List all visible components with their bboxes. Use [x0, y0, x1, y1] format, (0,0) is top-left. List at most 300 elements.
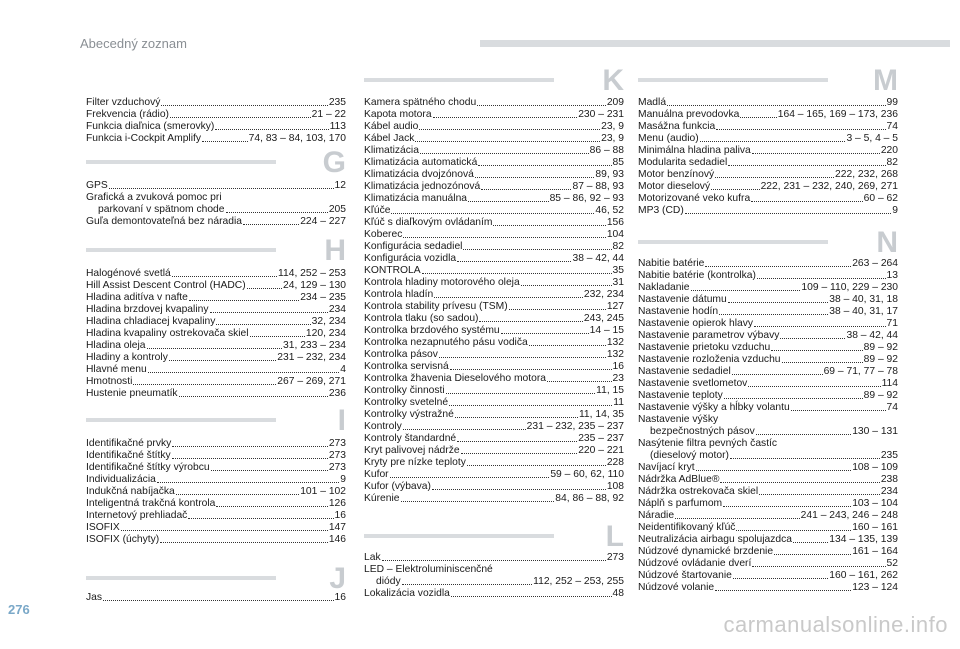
entry-page-ref[interactable]: 263 – 264 [852, 258, 898, 269]
entry-page-ref[interactable]: 12 [334, 180, 346, 191]
index-entry [638, 133, 898, 145]
dot-leader [157, 482, 339, 483]
entry-page-ref[interactable]: 236 [328, 388, 346, 399]
dot-leader [439, 357, 606, 358]
index-entry [638, 582, 898, 594]
entry-page-ref[interactable]: 161 – 164 [852, 546, 898, 557]
index-entry [638, 570, 898, 582]
entry-page-ref[interactable]: 160 – 161 [852, 522, 898, 533]
entry-term: Nastavenie výšky a hĺbky volantu [638, 402, 790, 413]
entry-page-ref[interactable]: 113 [329, 121, 346, 132]
index-entry [638, 157, 898, 169]
index-entry [86, 97, 346, 109]
entry-term: Inteligentná trakčná kontrola [86, 498, 216, 509]
index-entry [364, 385, 624, 397]
entry-page-ref[interactable]: 24, 129 – 130 [283, 280, 346, 291]
index-entry [364, 265, 624, 277]
entry-page-ref[interactable]: 134 – 135, 139 [829, 534, 898, 545]
entry-page-ref[interactable]: 146 [328, 534, 346, 545]
entry-page-ref[interactable]: 120, 234 [305, 328, 346, 339]
entry-page-ref[interactable]: 273 [328, 462, 346, 473]
index-section [364, 97, 624, 505]
index-entry [86, 592, 346, 604]
entry-term: Guľa demontovateľná bez náradia [86, 216, 242, 227]
entry-page-ref[interactable]: 38 – 40, 31, 18 [829, 294, 898, 305]
entry-term: Kontroly štandardné [364, 433, 457, 444]
dot-leader [771, 350, 862, 351]
entry-term: Kábel Jack [364, 133, 415, 144]
entry-page-ref[interactable]: 232, 234 [583, 289, 624, 300]
entry-page-ref[interactable]: 59 – 60, 62, 110 [550, 469, 624, 480]
dot-leader [529, 345, 606, 346]
dot-leader [468, 201, 549, 202]
entry-term: Kontrola stability prívesu (TSM) [364, 301, 508, 312]
entry-page-ref[interactable]: 89, 93 [595, 169, 624, 180]
dot-leader [751, 201, 862, 202]
dot-leader [450, 369, 612, 370]
entry-page-ref[interactable]: 23, 9 [601, 121, 624, 132]
entry-page-ref[interactable]: 16 [612, 361, 624, 372]
index-entry [638, 474, 898, 486]
entry-page-ref[interactable]: 127 [606, 301, 624, 312]
dot-leader [422, 273, 612, 274]
entry-page-ref[interactable]: 52 [886, 558, 898, 569]
entry-page-ref[interactable]: 23, 9 [601, 133, 624, 144]
index-entry [86, 352, 346, 364]
index-entry [364, 241, 624, 253]
entry-term: Kontrolky výstražné [364, 409, 454, 420]
entry-page-ref[interactable]: 156 [606, 217, 624, 228]
entry-page-ref[interactable]: 220 – 221 [578, 445, 624, 456]
dot-leader [493, 225, 605, 226]
watermark: carmanualsonline.info [723, 612, 948, 637]
index-entry [638, 546, 898, 558]
dot-leader [667, 105, 885, 106]
entry-page-ref[interactable]: 147 [328, 522, 346, 533]
dot-leader [728, 302, 829, 303]
section-divider [364, 534, 554, 538]
index-entry [638, 390, 898, 402]
entry-page-ref[interactable]: 160 – 161, 262 [829, 570, 898, 581]
entry-term: ISOFIX [86, 522, 120, 533]
dot-leader [210, 312, 328, 313]
index-entry [638, 97, 898, 109]
index-entry [638, 414, 898, 426]
entry-term: Kontrola hladiny motorového oleja [364, 277, 520, 288]
index-entry [364, 433, 624, 445]
section-divider [364, 78, 554, 82]
index-entry [364, 217, 624, 229]
dot-leader [711, 189, 759, 190]
index-entry [638, 522, 898, 534]
entry-page-ref[interactable]: 243, 245 [583, 313, 624, 324]
index-entry [86, 292, 346, 304]
index-entry [364, 169, 624, 181]
dot-leader [121, 530, 328, 531]
entry-page-ref[interactable]: 235 [328, 97, 346, 108]
entry-page-ref[interactable]: 132 [606, 337, 624, 348]
dot-leader [759, 494, 880, 495]
entry-page-ref[interactable]: 224 – 227 [300, 216, 346, 227]
entry-page-ref[interactable]: 273 [606, 552, 624, 563]
entry-term: Manuálna prevodovka [638, 109, 740, 120]
index-entry [364, 325, 624, 337]
entry-term: Neutralizácia airbagu spolujazdca [638, 534, 792, 545]
entry-page-ref[interactable]: 234 – 235 [300, 292, 346, 303]
entry-page-ref[interactable]: 9 [340, 474, 346, 485]
entry-page-ref[interactable]: 16 [334, 592, 346, 603]
entry-page-ref[interactable]: 101 – 102 [300, 486, 346, 497]
entry-page-ref[interactable]: 38 – 42, 44 [572, 253, 624, 264]
entry-page-ref[interactable]: 60 – 62 [863, 193, 898, 204]
dot-leader [730, 458, 880, 459]
index-entry [364, 229, 624, 241]
entry-page-ref[interactable]: 74, 83 – 84, 103, 170 [248, 133, 346, 144]
index-entry [86, 180, 346, 192]
dot-leader [719, 314, 828, 315]
dot-leader [752, 566, 885, 567]
entry-term: parkovaní v spätnom chode [98, 204, 225, 215]
entry-page-ref[interactable]: 220 [880, 145, 898, 156]
entry-term: Klimatizácia jednozónová [364, 181, 481, 192]
dot-leader [434, 297, 583, 298]
entry-page-ref[interactable]: 87 – 88, 93 [572, 181, 624, 192]
index-entry [86, 498, 346, 510]
entry-term: Identifikačné prvky [86, 438, 172, 449]
entry-page-ref[interactable]: 209 [606, 97, 624, 108]
entry-term: Kontrola hladín [364, 289, 434, 300]
index-entry [364, 205, 624, 217]
dot-leader [457, 441, 577, 442]
dot-leader [420, 153, 589, 154]
dot-leader [446, 393, 595, 394]
dot-leader [720, 482, 879, 483]
dot-leader [457, 261, 571, 262]
index-entry [86, 268, 346, 280]
entry-term: Klimatizácia [364, 145, 419, 156]
index-section [638, 258, 898, 594]
entry-page-ref[interactable]: 241 – 243, 246 – 248 [800, 510, 898, 521]
dot-leader [189, 300, 299, 301]
entry-page-ref[interactable]: 164 – 165, 169 – 173, 236 [777, 109, 898, 120]
entry-page-ref[interactable]: 99 [886, 97, 898, 108]
index-entry [86, 340, 346, 352]
dot-leader [402, 584, 533, 585]
entry-term: (dieselový motor) [650, 450, 729, 461]
entry-page-ref[interactable]: 14 – 15 [589, 325, 624, 336]
entry-page-ref[interactable]: 222, 231 – 232, 240, 269, 271 [760, 181, 898, 192]
dot-leader [740, 117, 776, 118]
section-letter: K [602, 64, 624, 97]
index-entry [638, 121, 898, 133]
entry-page-ref[interactable]: 84, 86 – 88, 92 [555, 493, 624, 504]
entry-page-ref[interactable]: 89 – 92 [863, 390, 898, 401]
index-entry [364, 481, 624, 493]
entry-term: Kamera spätného chodu [364, 97, 477, 108]
section-letter: G [322, 146, 346, 179]
entry-term: Kontrolka servisná [364, 361, 449, 372]
entry-page-ref[interactable]: 69 – 71, 77 – 78 [823, 366, 898, 377]
section-divider [638, 240, 828, 244]
entry-page-ref[interactable]: 267 – 269, 271 [277, 376, 346, 387]
entry-term: Funkcia diaľnica (smerovky) [86, 121, 215, 132]
entry-page-ref[interactable]: 130 – 131 [852, 426, 898, 437]
page-number: 276 [8, 602, 30, 617]
dot-leader [467, 465, 606, 466]
dot-leader [211, 470, 328, 471]
entry-page-ref[interactable]: 234 [880, 486, 898, 497]
index-entry [86, 438, 346, 450]
dot-leader [521, 285, 612, 286]
entry-page-ref[interactable]: 89 – 92 [863, 354, 898, 365]
index-entry [638, 498, 898, 510]
dot-leader [547, 381, 612, 382]
index-entry [638, 438, 898, 450]
entry-page-ref[interactable]: 85 [612, 157, 624, 168]
entry-page-ref[interactable]: 235 – 237 [578, 433, 624, 444]
entry-page-ref[interactable]: 126 [328, 498, 346, 509]
entry-page-ref[interactable]: 231 – 232, 235 – 237 [526, 421, 624, 432]
dot-leader [736, 530, 851, 531]
entry-page-ref[interactable]: 108 [606, 481, 624, 492]
entry-page-ref[interactable]: 11, 14, 35 [578, 409, 624, 420]
entry-page-ref[interactable]: 86 – 88 [589, 145, 624, 156]
index-entry [364, 157, 624, 169]
dot-leader [250, 336, 305, 337]
entry-term: Filter vzduchový [86, 97, 161, 108]
index-section [86, 438, 346, 546]
entry-page-ref[interactable]: 38 – 40, 31, 17 [829, 306, 898, 317]
entry-term: Koberec [364, 229, 403, 240]
dot-leader [461, 453, 578, 454]
entry-page-ref[interactable]: 3 – 5, 4 – 5 [846, 133, 898, 144]
entry-term: Náradie [638, 510, 675, 521]
dot-leader [433, 117, 578, 118]
entry-term: Kúrenie [364, 493, 400, 504]
section-letter: H [324, 234, 346, 267]
entry-term: Nastavenie opierok hlavy [638, 318, 754, 329]
dot-leader [748, 386, 880, 387]
section-divider [86, 160, 276, 164]
entry-page-ref[interactable]: 11, 15 [596, 385, 624, 396]
dot-leader [732, 374, 823, 375]
entry-term: Neidentifikovaný kľúč [638, 522, 736, 533]
index-entry [86, 216, 346, 228]
entry-page-ref[interactable]: 11 [613, 397, 624, 408]
entry-page-ref[interactable]: 234 [328, 304, 346, 315]
index-entry [364, 97, 624, 109]
dot-leader [728, 165, 885, 166]
index-section [86, 268, 346, 400]
entry-page-ref[interactable]: 82 [612, 241, 624, 252]
entry-term: Hladina brzdovej kvapaliny [86, 304, 209, 315]
dot-leader [419, 129, 600, 130]
entry-term: Núdzové dynamické brzdenie [638, 546, 774, 557]
entry-term: Konfigurácia vozidla [364, 253, 457, 264]
entry-term: Núdzové ovládanie dverí [638, 558, 752, 569]
entry-term: Kľúč s diaľkovým ovládaním [364, 217, 493, 228]
entry-term: Grafická a zvuková pomoc pri [86, 192, 222, 203]
entry-page-ref[interactable]: 114, 252 – 253 [278, 268, 346, 279]
entry-term: Kapota motora [364, 109, 432, 120]
dot-leader [696, 470, 852, 471]
index-entry [638, 306, 898, 318]
entry-page-ref[interactable]: 4 [340, 364, 346, 375]
entry-page-ref[interactable]: 31 [612, 277, 624, 288]
entry-page-ref[interactable]: 89 – 92 [863, 342, 898, 353]
entry-term: Individualizácia [86, 474, 156, 485]
entry-term: Klimatizácia dvojzónová [364, 169, 474, 180]
entry-term: Lokalizácia vozidla [364, 588, 450, 599]
entry-page-ref[interactable]: 74 [886, 121, 898, 132]
entry-term: Minimálna hladina paliva [638, 145, 751, 156]
entry-term: Kábel audio [364, 121, 419, 132]
index-entry [364, 576, 624, 588]
entry-page-ref[interactable]: 132 [606, 349, 624, 360]
index-section [86, 592, 346, 604]
entry-page-ref[interactable]: 230 – 231 [578, 109, 624, 120]
entry-page-ref[interactable]: 21 – 22 [311, 109, 346, 120]
entry-page-ref[interactable]: 104 [606, 229, 624, 240]
entry-page-ref[interactable]: 114 [881, 378, 898, 389]
entry-page-ref[interactable]: 231 – 232, 234 [277, 352, 346, 363]
entry-page-ref[interactable]: 273 [328, 450, 346, 461]
entry-page-ref[interactable]: 235 [880, 450, 898, 461]
index-section [638, 97, 898, 217]
index-entry [638, 193, 898, 205]
index-entry [638, 282, 898, 294]
entry-page-ref[interactable]: 123 – 124 [852, 582, 898, 593]
entry-term: Konfigurácia sedadiel [364, 241, 463, 252]
index-entry [364, 564, 624, 576]
entry-page-ref[interactable]: 23 [612, 373, 624, 384]
dot-leader [172, 276, 277, 277]
index-entry [86, 304, 346, 316]
dot-leader [463, 249, 611, 250]
dot-leader [757, 278, 886, 279]
entry-page-ref[interactable]: 85 – 86, 92 – 93 [549, 193, 624, 204]
index-entry [86, 462, 346, 474]
entry-page-ref[interactable]: 82 [886, 157, 898, 168]
entry-page-ref[interactable]: 238 [880, 474, 898, 485]
entry-term: Nastavenie hodín [638, 306, 719, 317]
entry-term: Motor benzínový [638, 169, 715, 180]
dot-leader [179, 396, 328, 397]
entry-term: Halogénové svetlá [86, 268, 171, 279]
entry-term: Klimatizácia manuálna [364, 193, 468, 204]
index-entry [364, 361, 624, 373]
dot-leader [391, 213, 594, 214]
entry-page-ref[interactable]: 46, 52 [595, 205, 624, 216]
dot-leader [216, 506, 327, 507]
entry-page-ref[interactable]: 273 [328, 438, 346, 449]
dot-leader [685, 213, 892, 214]
section-letter: M [873, 64, 898, 97]
index-entry [86, 109, 346, 121]
entry-term: Nastavenie dátumu [638, 294, 727, 305]
entry-page-ref[interactable]: 48 [612, 588, 624, 599]
index-entry [638, 450, 898, 462]
entry-page-ref[interactable]: 112, 252 – 253, 255 [533, 576, 624, 587]
entry-page-ref[interactable]: 71 [886, 318, 898, 329]
dot-leader [715, 590, 851, 591]
dot-leader [780, 338, 845, 339]
entry-page-ref[interactable]: 103 – 104 [852, 498, 898, 509]
index-entry [638, 402, 898, 414]
index-entry [638, 318, 898, 330]
entry-page-ref[interactable]: 31, 233 – 234 [283, 340, 346, 351]
entry-term: Nastavenie teploty [638, 390, 723, 401]
dot-leader [403, 429, 526, 430]
entry-term: Hmotnosti [86, 376, 133, 387]
entry-term: Kontrolka žhavenia Dieselového motora [364, 373, 547, 384]
entry-page-ref[interactable]: 228 [606, 457, 624, 468]
section-letter: J [329, 562, 346, 595]
entry-page-ref[interactable]: 109 – 110, 229 – 230 [801, 282, 898, 293]
dot-leader [756, 434, 851, 435]
dot-leader [774, 554, 851, 555]
section-divider [638, 78, 828, 82]
index-entry [364, 277, 624, 289]
index-entry [86, 316, 346, 328]
entry-term: Hladina aditíva v nafte [86, 292, 188, 303]
section-divider [86, 248, 276, 252]
index-entry [86, 376, 346, 388]
entry-page-ref[interactable]: 35 [612, 265, 624, 276]
index-entry [364, 493, 624, 505]
page-header-title: Abecedný zoznam [80, 36, 187, 51]
index-entry [638, 462, 898, 474]
index-entry [638, 145, 898, 157]
entry-page-ref[interactable]: 32, 234 [311, 316, 346, 327]
entry-page-ref[interactable]: 38 – 42, 44 [846, 330, 898, 341]
entry-term: Hladina oleja [86, 340, 146, 351]
entry-page-ref[interactable]: 222, 232, 268 [835, 169, 898, 180]
entry-page-ref[interactable]: 16 [334, 510, 346, 521]
entry-page-ref[interactable]: 74 [886, 402, 898, 413]
entry-term: Kontrolky činnosti [364, 385, 445, 396]
index-entry [86, 133, 346, 145]
index-entry [638, 270, 898, 282]
entry-term: Nádržka AdBlue® [638, 474, 720, 485]
entry-term: Kryt palivovej nádrže [364, 445, 460, 456]
section-letter: I [337, 404, 346, 437]
entry-page-ref[interactable]: 108 – 109 [852, 462, 898, 473]
index-section [86, 97, 346, 145]
entry-term: MP3 (CD) [638, 205, 684, 216]
index-entry [638, 486, 898, 498]
entry-term: Madlá [638, 97, 667, 108]
index-entry [86, 121, 346, 133]
index-entry [638, 426, 898, 438]
dot-leader [169, 360, 276, 361]
index-entry [86, 486, 346, 498]
index-entry [86, 388, 346, 400]
index-entry [638, 169, 898, 181]
index-entry [364, 337, 624, 349]
entry-term: Kontrola tlaku (so sadou) [364, 313, 479, 324]
dot-leader [147, 348, 282, 349]
dot-leader [501, 333, 589, 334]
index-entry [86, 450, 346, 462]
entry-page-ref[interactable]: 13 [886, 270, 898, 281]
entry-page-ref[interactable]: 205 [328, 204, 346, 215]
dot-leader [715, 177, 834, 178]
entry-page-ref[interactable]: 9 [892, 205, 898, 216]
index-entry [638, 378, 898, 390]
entry-term: Nabitie batérie [638, 258, 705, 269]
dot-leader [216, 324, 310, 325]
